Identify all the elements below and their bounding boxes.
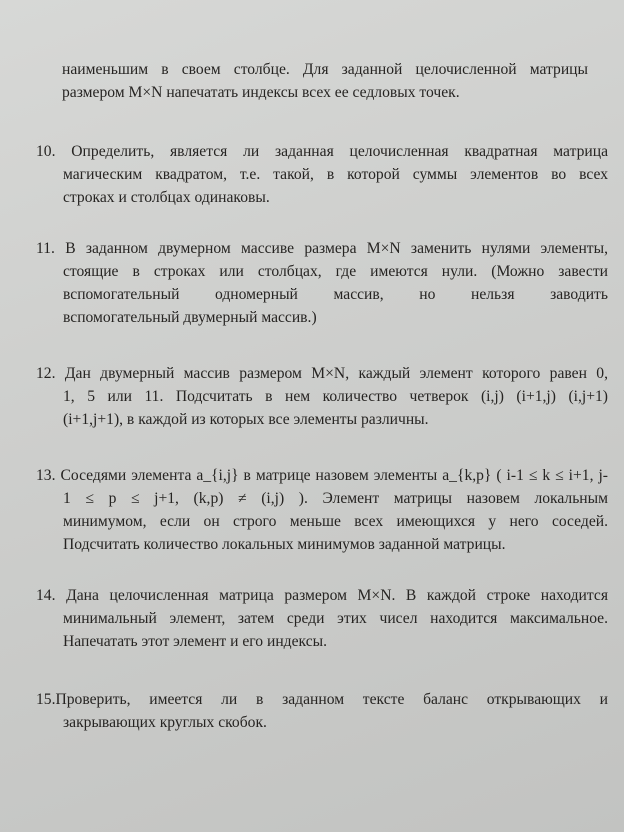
text-line: (i+1,j+1), в каждой из которых все элементы различны. <box>63 411 429 428</box>
text-line: вспомогательный двумерный массив.) <box>63 309 317 326</box>
list-item-10 <box>36 140 608 209</box>
item-number: 10. <box>36 143 56 160</box>
text-line: магическим квадратом, т.е. такой, в которой суммы элементов во всех <box>63 166 608 183</box>
text-line: строках и столбцах одинаковы. <box>63 189 270 206</box>
text-line: Соседями элемента a_{i,j} в матрице назовем элементы a_{k,p} ( i-1 ≤ k ≤ i+1, j- <box>60 467 608 484</box>
list-item-12 <box>36 362 608 431</box>
text-line: вспомогательный одномерный массив, но нельзя заводить <box>63 286 608 303</box>
list-item-13 <box>36 464 608 556</box>
text-line: Дан двумерный массив размером M×N, каждый элемент которого равен 0, <box>64 365 608 382</box>
text-line: В заданном двумерном массиве размера M×N заменить нулями элементы, <box>65 240 608 257</box>
text-line: размером M×N напечатать индексы всех ее седловых точек. <box>62 84 460 101</box>
text-line: Дана целочисленная матрица размером M×N. В каждой строке находится <box>66 587 608 604</box>
text-line: минимальный элемент, затем среди этих чисел находится максимальное. <box>63 610 608 627</box>
text-line: 1 ≤ p ≤ j+1, (k,p) ≠ (i,j) ). Элемент матрицы назовем локальным <box>63 490 608 507</box>
text-line: Проверить, имеется ли в заданном тексте баланс открывающих и <box>55 691 608 708</box>
text-line: 1, 5 или 11. Подсчитать в нем количество четверок (i,j) (i+1,j) (i,j+1) <box>63 388 608 405</box>
intro-paragraph <box>62 58 588 104</box>
text-line: минимумом, если он строго меньше всех имеющихся у него соседей. <box>63 513 608 530</box>
item-number: 12. <box>36 365 56 382</box>
text-line: наименьшим в своем столбце. Для заданной целочисленной матрицы <box>62 61 588 78</box>
text-line: закрывающих круглых скобок. <box>63 714 267 731</box>
text-line: Подсчитать количество локальных минимумов заданной матрицы. <box>63 536 506 553</box>
item-number: 15. <box>36 691 56 708</box>
item-number: 13. <box>36 467 56 484</box>
item-number: 11. <box>36 240 55 257</box>
item-number: 14. <box>36 587 56 604</box>
list-item-11 <box>36 237 608 329</box>
text-line: Напечатать этот элемент и его индексы. <box>63 633 328 650</box>
text-line: стоящие в строках или столбцах, где имеются нули. (Можно завести <box>63 263 608 280</box>
list-item-15 <box>36 688 608 734</box>
text-line: Определить, является ли заданная целочисленная квадратная матрица <box>71 143 608 160</box>
list-item-14 <box>36 584 608 653</box>
